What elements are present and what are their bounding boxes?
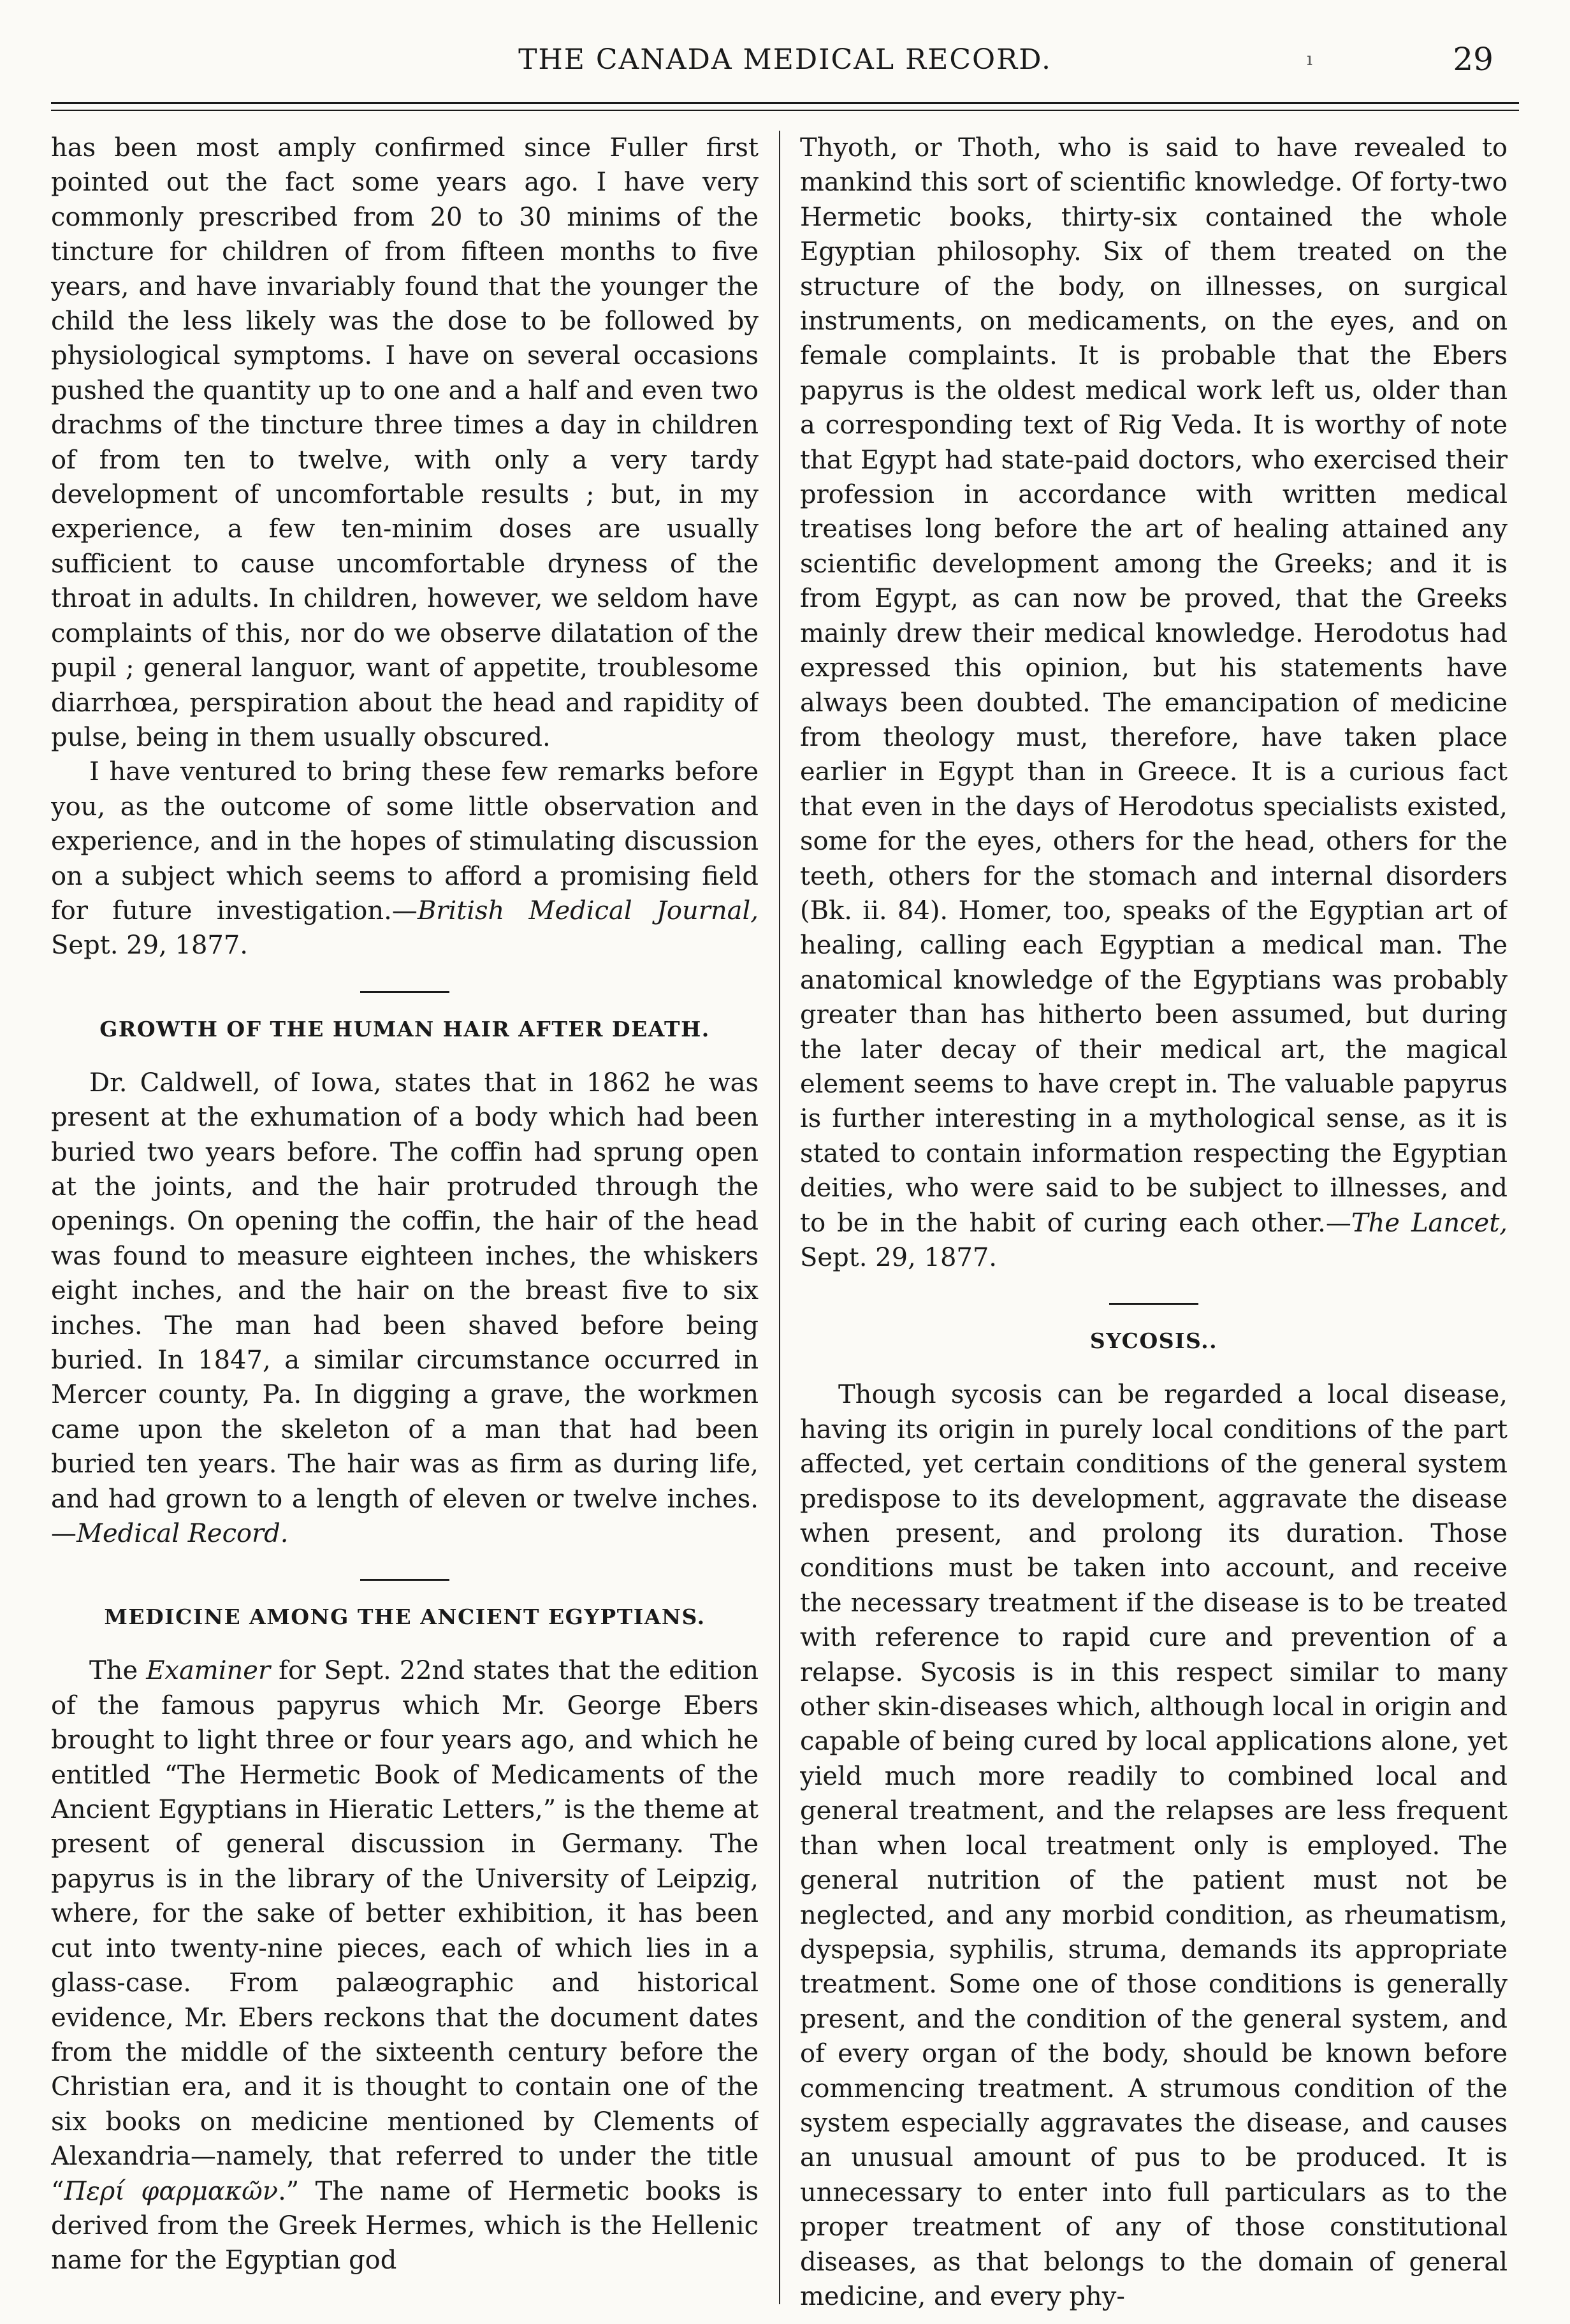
article-text: for Sept. 22nd states that the edition of the famous papyrus which Mr. George Ebers brought to light three or four years ago, and which he entitled “The Hermetic Book of Medicaments of the Ancient Egyptians in Hieratic Letters,” is the theme at present of general discussion in Germany. The papyrus is in the library of the University of Leipzig, where, for the sake of better exhibition, it has been cut into twenty-nine pieces, each of which lies in a glass-case. From palæographic and historical evidence, Mr. Ebers reckons that the document dates from the middle of the sixteenth century before the Christian era, and it is thought to contain one of the six books on medicine mentioned by Clements of Alexandria—namely, that referred to under the title “ [51,1656,759,2206]
source-citation: The Lancet, [1351,1208,1508,1238]
journal-title: THE CANADA MEDICAL RECORD. [518,43,1052,76]
section-heading-hair: GROWTH OF THE HUMAN HAIR AFTER DEATH. [99,1016,710,1042]
closing-paragraph-text: I have ventured to bring these few remarks before you, as the outcome of some little observation and experience, and in the hopes of stimulating discussion on a subject which seems to afford a promising field for future investigation.— [51,757,759,926]
article-sycosis-body: Though sycosis can be regarded a local disease, having its origin in purely local conditions of the part affected, yet certain conditions of the general system predispose to its development, aggravate the disease when present, and prolong its duration. Those conditions must be taken into account, and receive the necessary treatment if the disease is to be treated with reference to rapid cure and prevention of a relapse. Sycosis is in this respect similar to many other skin-diseases which, although local in origin and capable of being cured by local applications alone, yet yield much more readily to combined local and general treatment, and the relapses are less frequent than when local treatment only is employed. The general nutrition of the patient must not be neglected, and any morbid condition, as rheumatism, dyspepsia, syphilis, struma, demands its appropriate treatment. Some one of those conditions is generally present, and the condition of the general system, and of every organ of the body, should be known before commencing treatment. A strumous condition of the system especially aggravates the disease, and causes an unusual amount of pus to be produced. It is unnecessary to enter into full particulars as to the proper treatment of any of those constitutional diseases, as that belongs to the domain of general medicine, and every phy- [800,1380,1508,2311]
citation-date: Sept. 29, 1877. [51,931,249,961]
source-citation: Medical Record. [76,1519,289,1549]
article-hair-text: Dr. Caldwell, of Iowa, states that in 1862 he was present at the exhumation of a body which had been buried two years before. The coffin had sprung open at the joints, and the hair protruded through the openings. On opening the coffin, the hair of the head was found to measure eighteen inches, the whiskers eight inches, and the hair on the breast five to six inches. The man had been shaved before being buried. In 1847, a similar circumstance occurred in Mercer county, Pa. In digging a grave, the workmen came upon the skeleton of a man that had been buried ten years. The hair was as firm as during life, and had grown to a length of eleven or twelve inches.— [51,1068,759,1549]
closing-paragraph [51,755,759,962]
left-column [51,131,759,2311]
continued-egyptians-paragraph [800,131,1508,1275]
article-text: The [89,1656,147,1686]
article-hair-body [51,1066,759,1551]
column-divider [779,131,780,2304]
running-header [51,38,1519,96]
article-text: Thyoth, or Thoth, who is said to have revealed to mankind this sort of scientific knowledge. Of forty-two Hermetic books, thirty-six contained the whole Egyptian philosophy. Six of them treated on the structure of the body, on illnesses, on surgical instruments, on medicaments, on the eyes, and on female complaints. It is probable that the Ebers papyrus is the oldest medical work left us, older than a corresponding text of Rig Veda. It is worthy of note that Egypt had state-paid doctors, who exercised their profession in accordance with written medical treatises long before the art of healing attained any scientific development among the Greeks; and it is from Egypt, as can now be proved, that the Greeks mainly drew their medical knowledge. Herodotus had expressed this opinion, but his statements have always been doubted. The emancipation of medicine from theology must, therefore, have taken place earlier in Egypt than in Greece. It is a curious fact that even in the days of Herodotus specialists existed, some for the eyes, others for the head, others for the teeth, others for the stomach and internal disorders (Bk. ii. 84). Homer, too, speaks of the Egyptian art of healing, calling each Egyptian a medical man. The anatomical knowledge of the Egyptians was probably greater than has hitherto been assumed, but during the later decay of their medical art, the magical element seems to have crept in. The valuable papyrus is further interesting in a mythological sense, as it is stated to contain information respecting the Egyptian deities, who were said to be subject to illnesses, and to be in the habit of curing each other.— [800,133,1508,1238]
page-number: 29 [1453,41,1494,78]
greek-title: Περί φαρμακῶν [64,2176,279,2206]
section-heading-sycosis: SYCOSIS.. [1089,1328,1218,1354]
periodical-title: Examiner [146,1656,271,1686]
printer-mark: ı [1307,48,1312,69]
citation-date: Sept. 29, 1877. [800,1243,998,1272]
right-column [800,131,1508,2311]
continued-paragraph: has been most amply confirmed since Fuller first pointed out the fact some years ago. I have very commonly prescribed from 20 to 30 minims of the tincture for children of from fifteen months to five years, and have invariably found that the younger the child the less likely was the dose to be followed by physiological symptoms. I have on several occasions pushed the quantity up to one and a half and even two drachms of the tincture three times a day in children of from ten to twelve, with only a very tardy development of uncomfortable results ; but, in my experience, a few ten-minim doses are usually sufficient to cause uncomfortable dryness of the throat in adults. In children, however, we seldom have complaints of this, nor do we observe dilatation of the pupil ; general languor, want of appetite, troublesome diarrhœa, perspiration about the head and rapidity of pulse, being in them usually obscured. [51,133,759,752]
article-egyptians-body [51,1653,759,2277]
section-heading-egyptians: MEDICINE AMONG THE ANCIENT EGYPTIANS. [104,1604,706,1630]
source-citation: British Medical Journal, [417,896,759,926]
header-double-rule [51,102,1519,111]
article-text: .” The name of Hermetic books is derived from the Greek Hermes, which is the Hellenic name for the Egyptian god [51,2176,759,2276]
